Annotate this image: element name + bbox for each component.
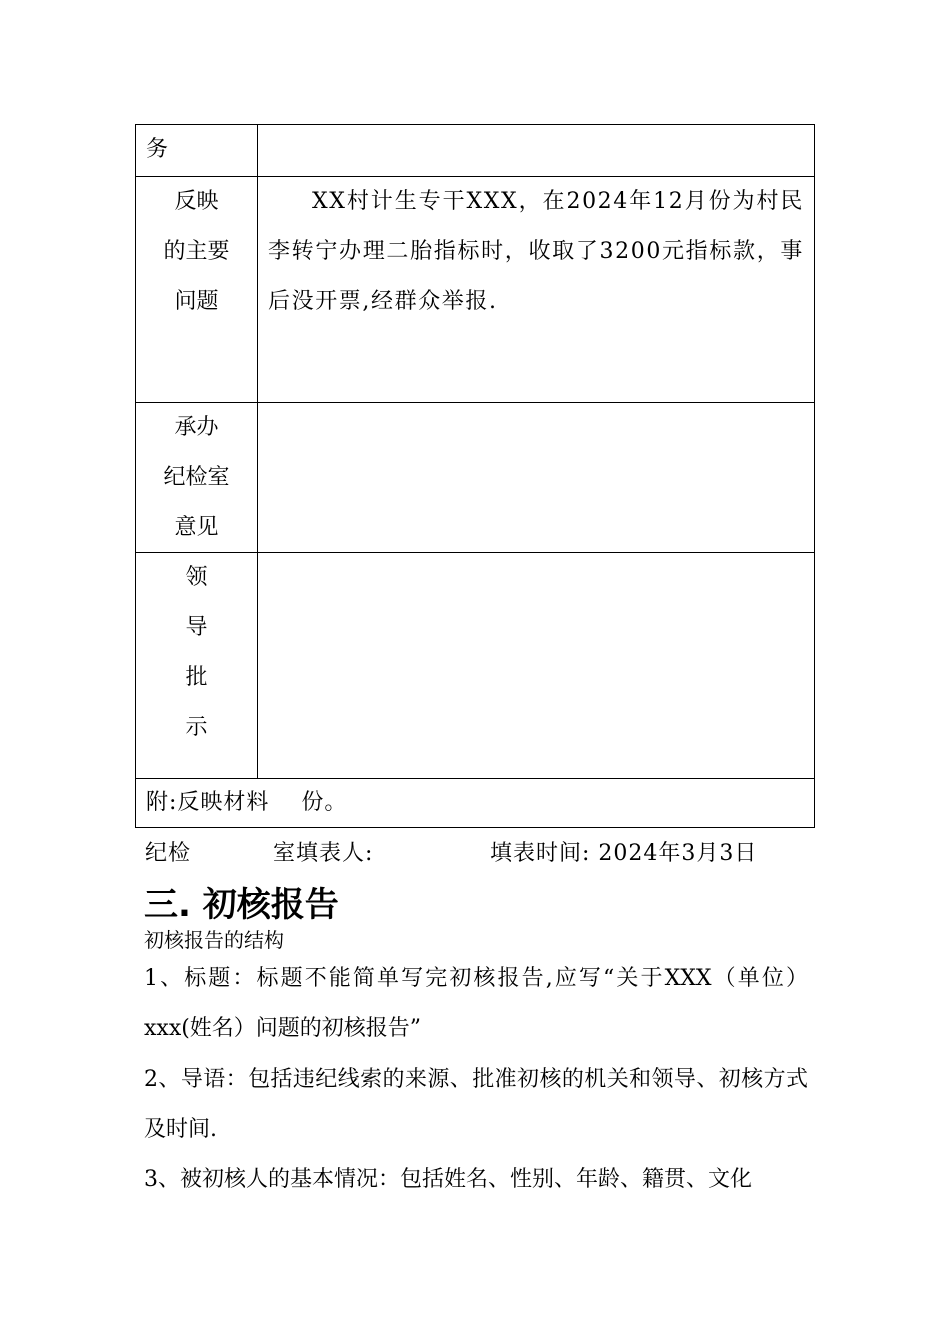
table-row	[136, 125, 814, 176]
row-content	[258, 553, 814, 778]
section-subtitle: 初核报告的结构	[144, 928, 284, 952]
row-content	[258, 125, 814, 176]
report-form-table	[135, 124, 815, 828]
paragraph-basic-info: 3、被初核人的基本情况：包括姓名、性别、年龄、籍贯、文化	[144, 1167, 752, 1192]
label-line: 问题	[174, 289, 219, 314]
row-label	[136, 553, 258, 778]
table-row	[136, 176, 814, 402]
row-content	[258, 403, 814, 552]
attachment-note: 附:反映材料 份。	[146, 790, 348, 815]
label-line: 意见	[174, 515, 219, 540]
row-label	[136, 125, 258, 176]
paragraph-lead-rule: 2、导语：包括违纪线索的来源、批准初核的机关和领导、初核方式及时间.	[144, 1067, 808, 1142]
label-line: 领	[185, 565, 208, 590]
label-line: 承办	[174, 415, 219, 440]
label-line: 务	[146, 137, 169, 162]
label-line: 的主要	[163, 239, 230, 264]
form-footer	[145, 832, 805, 876]
label-line: 批	[185, 665, 208, 690]
table-row	[136, 778, 814, 827]
row-label	[136, 403, 258, 552]
section-title: 三. 初核报告	[144, 885, 339, 925]
paragraph-title-rule: 1、标题：标题不能简单写完初核报告,应写“关于XXX（单位）xxx(姓名）问题的初核报告”	[144, 966, 808, 1041]
label-line: 示	[185, 715, 208, 740]
footer-date: 填表时间: 2024年3月3日	[490, 841, 758, 866]
label-line: 导	[185, 615, 208, 640]
footer-org: 纪检	[145, 841, 192, 866]
footer-filler: 室填表人:	[273, 841, 374, 866]
label-line: 纪检室	[163, 465, 230, 490]
row-label	[136, 177, 258, 402]
label-line: 反映	[174, 189, 219, 214]
table-row	[136, 402, 814, 552]
table-row	[136, 552, 814, 778]
main-issue-content: XX村计生专干XXX，在2024年12月份为村民李转宁办理二胎指标时，收取了3200元指标款，事后没开票,经群众举报.	[268, 189, 804, 314]
